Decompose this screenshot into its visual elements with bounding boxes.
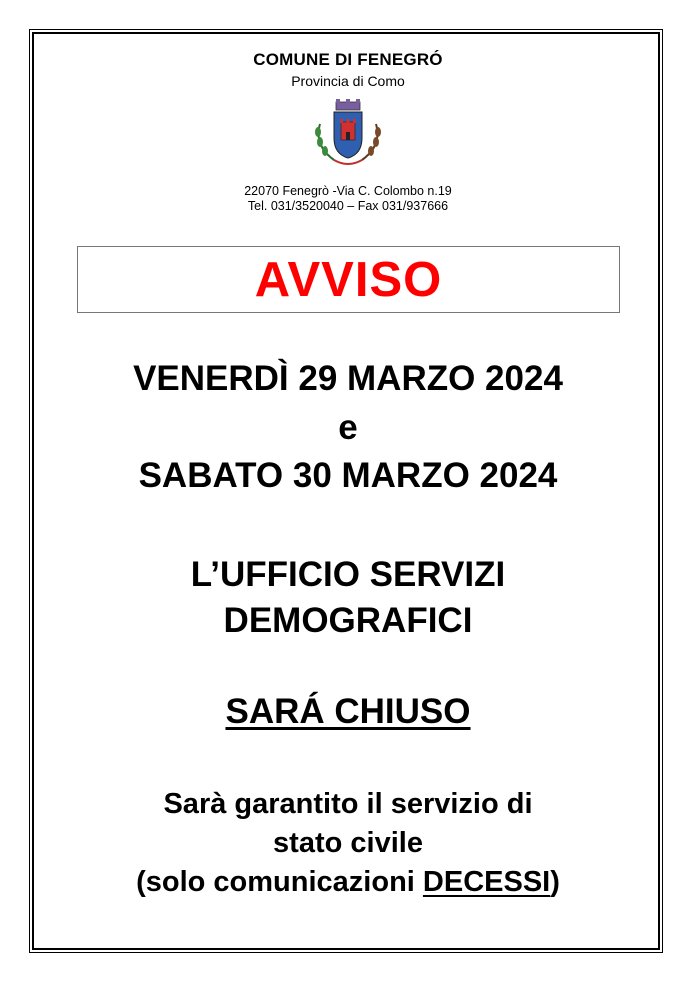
service-line-2: stato civile: [273, 827, 423, 859]
notice-title-box: [77, 246, 620, 313]
office-name: [0, 552, 696, 644]
contact-line: Tel. 031/3520040 – Fax 031/937666: [247, 199, 449, 213]
service-line-3-emphasis: DECESSI: [422, 866, 551, 898]
service-line-3-suffix: ): [550, 866, 560, 898]
office-line-2: DEMOGRAFICI: [223, 601, 473, 640]
closure-date-2: SABATO 30 MARZO 2024: [138, 456, 558, 495]
conjunction: e: [338, 408, 358, 447]
service-note: [0, 785, 696, 902]
service-line-3: [0, 863, 696, 902]
closed-statement: SARÁ CHIUSO: [225, 692, 471, 731]
coat-of-arms-icon: [312, 98, 384, 168]
address-line: 22070 Fenegrò -Via C. Colombo n.19: [244, 184, 452, 198]
notice-title: AVVISO: [254, 253, 443, 307]
office-line-1: L’UFFICIO SERVIZI: [190, 555, 506, 594]
address-block: [0, 184, 696, 214]
service-line-1: Sarà garantito il servizio di: [163, 788, 533, 820]
service-line-3-prefix: (solo comunicazioni: [136, 866, 423, 898]
province-name: Provincia di Como: [291, 73, 405, 89]
closure-date-1: VENERDÌ 29 MARZO 2024: [133, 359, 563, 398]
municipality-name: COMUNE DI FENEGRÓ: [253, 50, 443, 69]
